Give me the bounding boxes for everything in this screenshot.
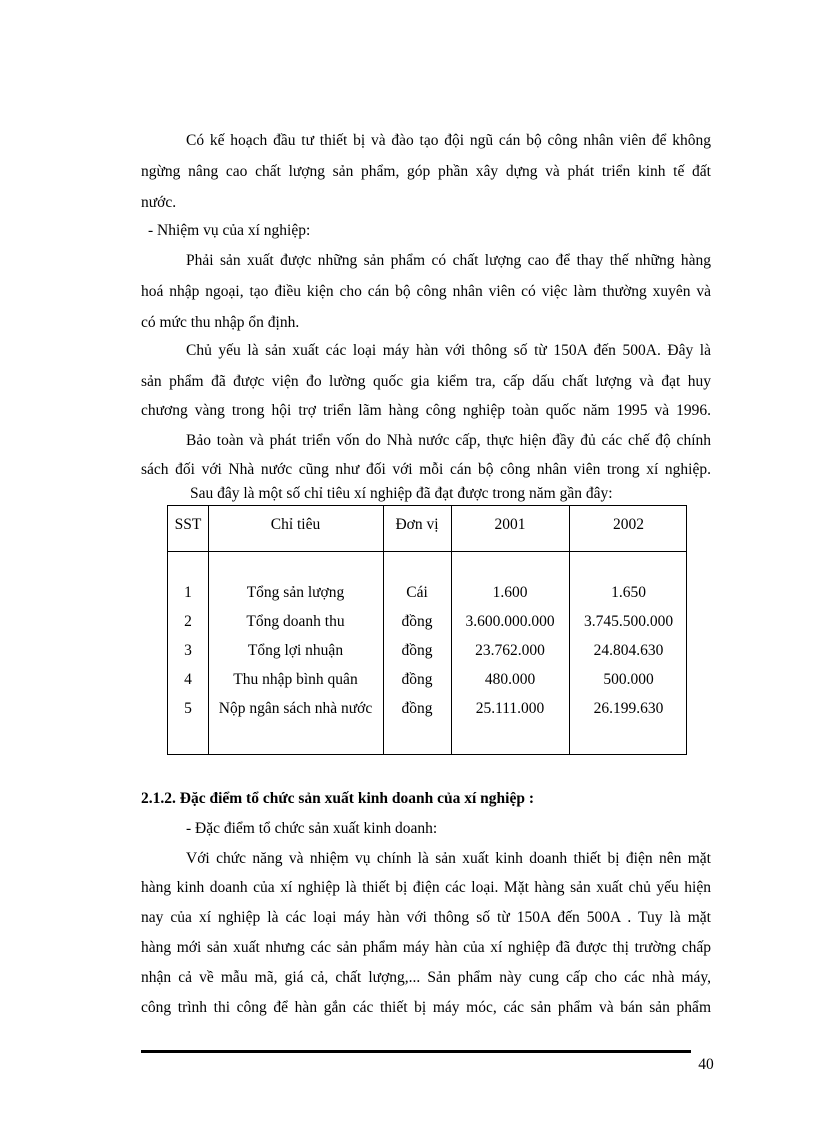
table-header-sst: SST — [174, 516, 202, 533]
text-line: chương vàng trong hội trợ triển lãm hàng công nghiệp toàn quốc năm 1995 và 1996. — [141, 402, 711, 419]
text-line: Bảo toàn và phát triển vốn do Nhà nước cấp, thực hiện đầy đủ các chế độ chính — [186, 432, 711, 449]
table-cell: 1.600 — [492, 584, 528, 601]
table-header-2001: 2001 — [494, 516, 526, 533]
table-intro: Sau đây là một số chỉ tiêu xí nghiệp đã đạt được trong năm gần đây: — [190, 485, 613, 502]
table-cell: 5 — [184, 700, 192, 717]
table-cell: đồng — [401, 700, 433, 717]
text-line: sách đối với Nhà nước cũng như đối với mỗi cán bộ công nhân viên trong xí nghiệp. — [141, 461, 711, 478]
text-line: nhận cả về mẫu mã, giá cả, chất lượng,... Sản phẩm này cung cấp cho các nhà máy, — [141, 969, 711, 986]
table-cell: 4 — [184, 671, 192, 688]
text-line: Chủ yếu là sản xuất các loại máy hàn với thông số từ 150A đến 500A. Đây là — [186, 342, 711, 359]
text-line: ngừng nâng cao chất lượng sản phẩm, góp phần xây dựng và phát triển kinh tế đất — [141, 163, 711, 180]
table-cell: 1.650 — [611, 584, 646, 601]
page-number: 40 — [698, 1056, 714, 1073]
table-header-divider — [168, 551, 686, 552]
table-cell: Tổng lợi nhuận — [247, 642, 344, 659]
table-cell: Nộp ngân sách nhà nước — [218, 700, 373, 717]
text-line: Với chức năng và nhiệm vụ chính là sản xuất kinh doanh thiết bị điện nên mặt — [186, 850, 711, 867]
table-cell: đồng — [401, 642, 433, 659]
text-line: hàng mới sản xuất nhưng các sản phẩm máy hàn của xí nghiệp đã được thị trường chấp — [141, 939, 711, 956]
text-line: công trình thi công để hàn gắn các thiết bị máy móc, các sản phẩm và bán sản phẩm — [141, 999, 711, 1016]
table-cell: 25.111.000 — [475, 700, 545, 717]
table-cell: đồng — [401, 613, 433, 630]
table-cell: 26.199.630 — [593, 700, 664, 717]
table-cell: 24.804.630 — [593, 642, 664, 659]
table-cell: Tổng sản lượng — [246, 584, 345, 601]
table-cell: 3.745.500.000 — [583, 613, 674, 630]
table-header-unit: Đơn vị — [395, 516, 439, 533]
section-sub-heading: - Đặc điểm tổ chức sản xuất kinh doanh: — [186, 820, 438, 837]
table-cell: 2 — [184, 613, 192, 630]
table-cell: Thu nhập bình quân — [233, 671, 358, 688]
table-cell: 500.000 — [603, 671, 654, 688]
table-cell: Cái — [406, 584, 428, 601]
text-line: Phải sản xuất được những sản phẩm có chất lượng cao để thay thế những hàng — [186, 252, 711, 269]
table-cell: 23.762.000 — [475, 642, 545, 659]
table-cell: 480.000 — [484, 671, 536, 688]
footer-rule — [141, 1050, 691, 1053]
text-line: nay của xí nghiệp là các loại máy hàn với thông số từ 150A đến 500A . Tuy là mặt — [141, 909, 711, 926]
table-cell: Tổng doanh thu — [246, 613, 345, 630]
table-cell: 3.600.000.000 — [465, 613, 555, 630]
indicators-table — [167, 505, 687, 755]
text-line: hoá nhập ngoại, tạo điều kiện cho cán bộ công nhân viên có việc làm thường xuyên và — [141, 283, 711, 300]
text-line: hàng kinh doanh của xí nghiệp là thiết bị điện các loại. Mặt hàng sản xuất chủ yếu hiện — [141, 879, 711, 896]
text-line: có mức thu nhập ổn định. — [141, 314, 300, 331]
table-header-indicator: Chỉ tiêu — [270, 516, 321, 533]
text-line: sản phẩm đã được viện đo lường quốc gia kiểm tra, cấp dấu chất lượng và đạt huy — [141, 373, 711, 390]
table-cell: 1 — [184, 584, 192, 601]
table-header-2002: 2002 — [613, 516, 644, 533]
table-cell: 3 — [184, 642, 192, 659]
section-heading: 2.1.2. Đặc điểm tổ chức sản xuất kinh doanh của xí nghiệp : — [141, 790, 534, 807]
table-cell: đồng — [401, 671, 433, 688]
text-line: nước. — [141, 194, 177, 211]
text-line: Có kế hoạch đầu tư thiết bị và đào tạo đội ngũ cán bộ công nhân viên để không — [186, 132, 711, 149]
duty-heading: - Nhiệm vụ của xí nghiệp: — [148, 222, 311, 239]
